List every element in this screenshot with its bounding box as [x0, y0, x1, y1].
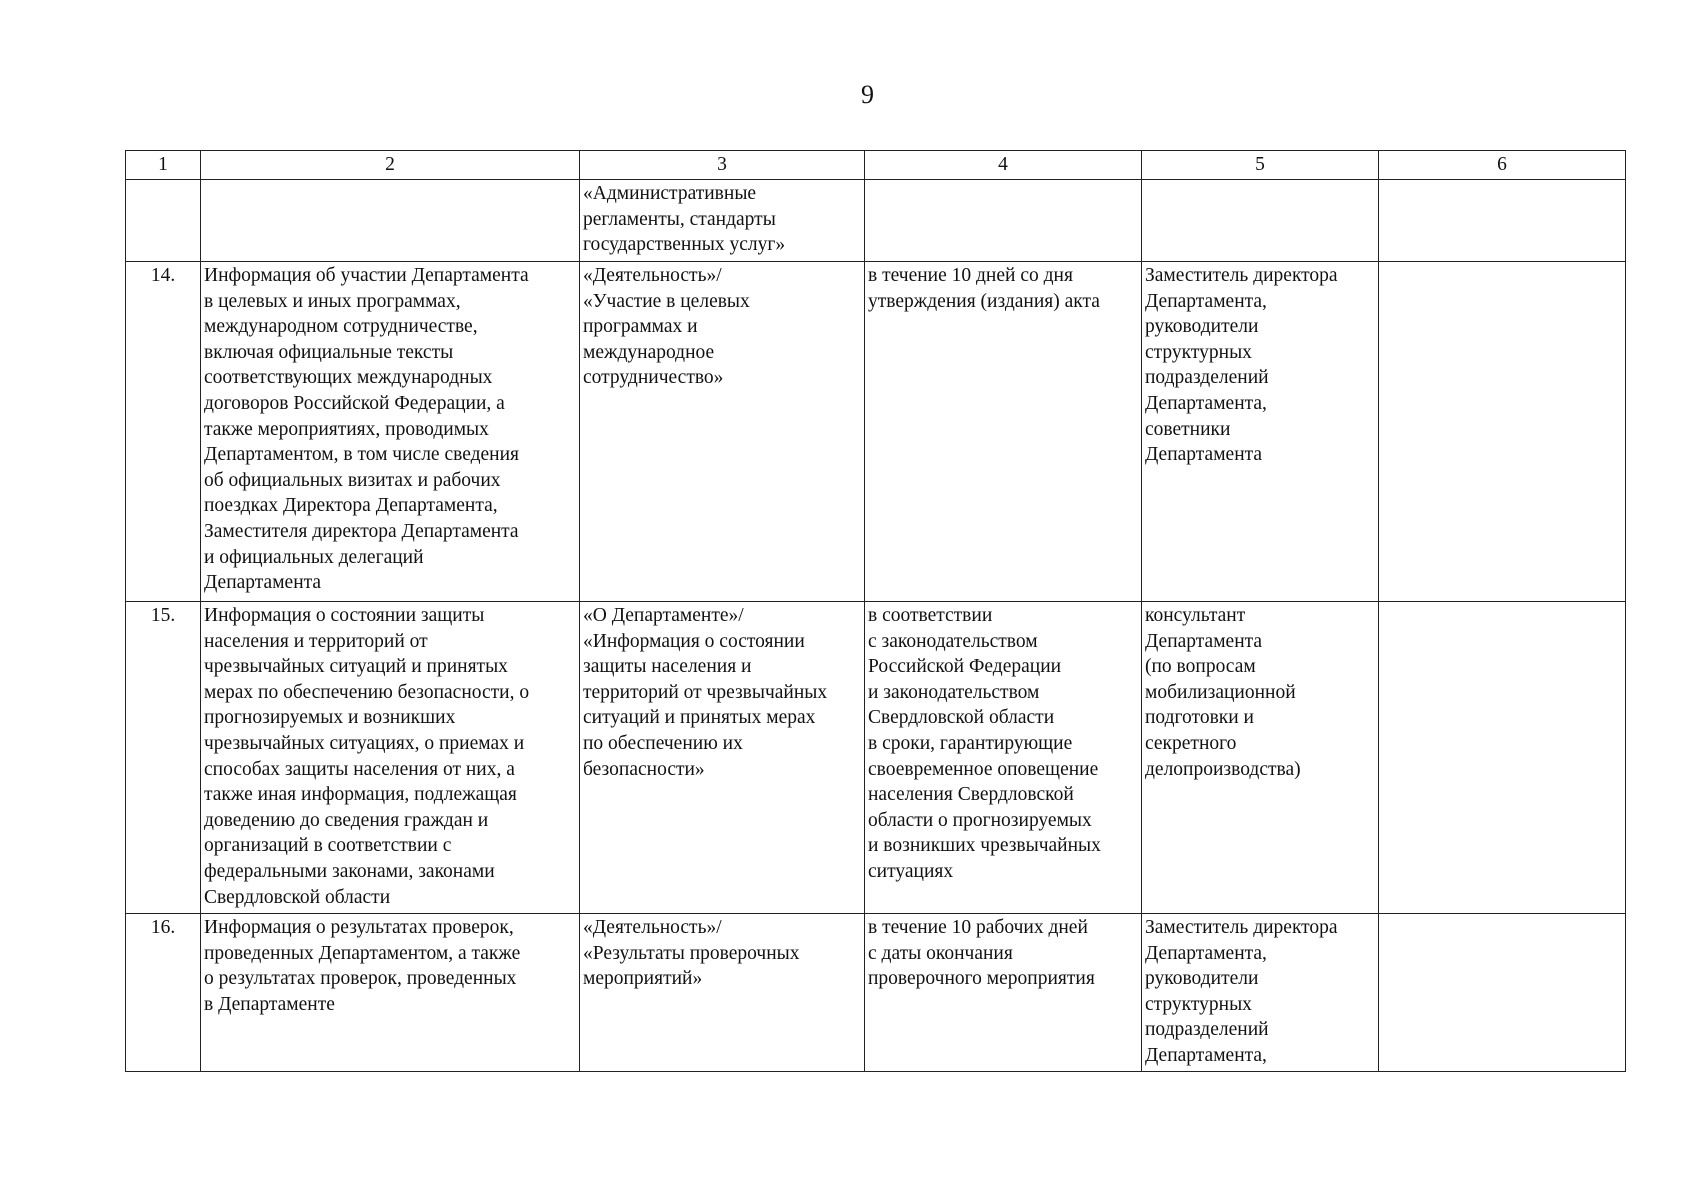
cell-text-line: в сроки, гарантирующие [868, 732, 1073, 754]
cell-text-line: «Участие в целевых [583, 290, 750, 312]
cell-text-line: утверждения (издания) акта [868, 290, 1100, 312]
cell-text-line: консультант [1145, 605, 1246, 626]
cell-text-line: о результатах проверок, проведенных [204, 968, 517, 990]
cell-text-line: договоров Российской Федерации, а [204, 392, 505, 414]
cell-text-line: руководители [1145, 968, 1259, 990]
information-cell [201, 180, 580, 262]
cell-text-line: организаций в соответствии с [204, 835, 452, 857]
cell-text-line: регламенты, стандарты [583, 208, 776, 230]
cell-text-line: Российской Федерации [868, 656, 1062, 678]
information-cell [201, 262, 580, 602]
document-table [125, 150, 1626, 1072]
cell-text-line: и законодательством [868, 681, 1040, 703]
cell-text-line: подразделений [1145, 1019, 1269, 1041]
cell-text-line: территорий от чрезвычайных [583, 681, 828, 703]
cell-text-line: «Деятельность»/ [583, 917, 722, 938]
cell-text-line: Департаментом, в том числе сведения [204, 444, 520, 466]
table-row [126, 602, 1626, 914]
cell-text-line: проведенных Департаментом, а также [204, 942, 521, 964]
cell-text-line: советники [1145, 418, 1231, 440]
cell-text-line: Департамента, [1145, 290, 1267, 312]
cell-text-line: Департамента, [1145, 942, 1267, 964]
cell-text-line: программах и [583, 316, 698, 338]
notes-cell [1379, 180, 1626, 262]
cell-text-line: и официальных делегаций [204, 546, 424, 568]
cell-text-line: «Административные [583, 183, 757, 204]
row-number-cell [126, 180, 201, 262]
cell-text-line: безопасности» [583, 758, 705, 780]
column-header: 2 [201, 151, 580, 180]
cell-text-line: включая официальные тексты [204, 341, 454, 363]
cell-text-line: Департамента, [1145, 1044, 1267, 1066]
cell-text-line: Информация о состоянии защиты [204, 605, 485, 626]
notes-cell [1379, 602, 1626, 914]
cell-text-line: и возникших чрезвычайных [868, 835, 1101, 857]
cell-text-line: проверочного мероприятия [868, 968, 1095, 990]
cell-text-line: государственных услуг» [583, 234, 786, 256]
notes-cell [1379, 914, 1626, 1072]
cell-text-line: в течение 10 дней со дня [868, 265, 1073, 286]
cell-text-line: поездках Директора Департамента, [204, 495, 498, 517]
cell-text-line: с даты окончания [868, 942, 1013, 964]
cell-text-line: международном сотрудничестве, [204, 316, 478, 338]
cell-text-line: международное [583, 341, 715, 363]
cell-text-line: прогнозируемых и возникших [204, 707, 456, 729]
cell-text-line: руководители [1145, 316, 1259, 338]
cell-text-line: подразделений [1145, 367, 1269, 389]
cell-text-line: соответствующих международных [204, 367, 493, 389]
cell-text-line: мероприятий» [583, 968, 703, 990]
site-section-cell [580, 262, 865, 602]
cell-text-line: Департамента [204, 572, 322, 594]
cell-text-line: секретного [1145, 732, 1237, 754]
cell-text-line: чрезвычайных ситуаций и принятых [204, 656, 508, 678]
cell-text-line: области о прогнозируемых [868, 809, 1092, 831]
cell-text-line: чрезвычайных ситуациях, о приемах и [204, 732, 525, 754]
cell-text-line: населения Свердловской [868, 784, 1074, 806]
responsible-cell [1142, 914, 1379, 1072]
cell-text-line: Информация об участии Департамента [204, 265, 529, 286]
deadline-cell [865, 180, 1142, 262]
information-cell [201, 602, 580, 914]
cell-text-line: структурных [1145, 341, 1252, 363]
cell-text-line: мобилизационной [1145, 681, 1296, 703]
cell-text-line: населения и территорий от [204, 630, 428, 652]
cell-text-line: Заместитель директора [1145, 917, 1338, 938]
cell-text-line: в течение 10 рабочих дней [868, 917, 1088, 938]
cell-text-line: Департамента, [1145, 392, 1267, 414]
information-cell [201, 914, 580, 1072]
cell-text-line: «Результаты проверочных [583, 942, 800, 964]
cell-text-line: защиты населения и [583, 656, 752, 678]
row-number-cell: 14. [126, 262, 201, 602]
cell-text-line: также иная информация, подлежащая [204, 784, 517, 806]
cell-text-line: Свердловской области [868, 707, 1055, 729]
cell-text-line: в целевых и иных программах, [204, 290, 461, 312]
table-row [126, 262, 1626, 602]
cell-text-line: в соответствии [868, 605, 993, 626]
cell-text-line: «О Департаменте»/ [583, 605, 744, 626]
cell-text-line: по обеспечению их [583, 732, 743, 754]
site-section-cell [580, 914, 865, 1072]
cell-text-line: с законодательством [868, 630, 1038, 652]
site-section-cell [580, 602, 865, 914]
cell-text-line: «Деятельность»/ [583, 265, 722, 286]
notes-cell [1379, 262, 1626, 602]
cell-text-line: Заместитель директора [1145, 265, 1338, 286]
row-number-cell: 16. [126, 914, 201, 1072]
responsible-cell [1142, 602, 1379, 914]
cell-text-line: Департамента [1145, 630, 1263, 652]
cell-text-line: своевременное оповещение [868, 758, 1099, 780]
table-header-row [126, 151, 1626, 180]
deadline-cell [865, 262, 1142, 602]
cell-text-line: федеральными законами, законами [204, 860, 495, 882]
cell-text-line: Департамента [1145, 444, 1263, 466]
cell-text-line: способах защиты населения от них, а [204, 758, 515, 780]
deadline-cell [865, 602, 1142, 914]
cell-text-line: доведению до сведения граждан и [204, 809, 489, 831]
cell-text-line: об официальных визитах и рабочих [204, 469, 501, 491]
column-header: 3 [580, 151, 865, 180]
cell-text-line: мерах по обеспечению безопасности, о [204, 681, 530, 703]
cell-text-line: сотрудничество» [583, 367, 724, 389]
cell-text-line: в Департаменте [204, 993, 335, 1015]
cell-text-line: делопроизводства) [1145, 758, 1301, 780]
cell-text-line: (по вопросам [1145, 656, 1256, 678]
cell-text-line: «Информация о состоянии [583, 630, 805, 652]
site-section-cell [580, 180, 865, 262]
column-header: 5 [1142, 151, 1379, 180]
column-header: 6 [1379, 151, 1626, 180]
row-number-cell: 15. [126, 602, 201, 914]
deadline-cell [865, 914, 1142, 1072]
table-row [126, 914, 1626, 1072]
cell-text-line: Свердловской области [204, 886, 391, 908]
cell-text-line: ситуациях [868, 860, 954, 882]
column-header: 1 [126, 151, 201, 180]
cell-text-line: Заместителя директора Департамента [204, 520, 519, 542]
page-number: 9 [861, 80, 874, 109]
cell-text-line: структурных [1145, 993, 1252, 1015]
cell-text-line: Информация о результатах проверок, [204, 917, 514, 938]
responsible-cell [1142, 262, 1379, 602]
table-row [126, 180, 1626, 262]
cell-text-line: ситуаций и принятых мерах [583, 707, 816, 729]
column-header: 4 [865, 151, 1142, 180]
responsible-cell [1142, 180, 1379, 262]
cell-text-line: также мероприятиях, проводимых [204, 418, 489, 440]
cell-text-line: подготовки и [1145, 707, 1254, 729]
